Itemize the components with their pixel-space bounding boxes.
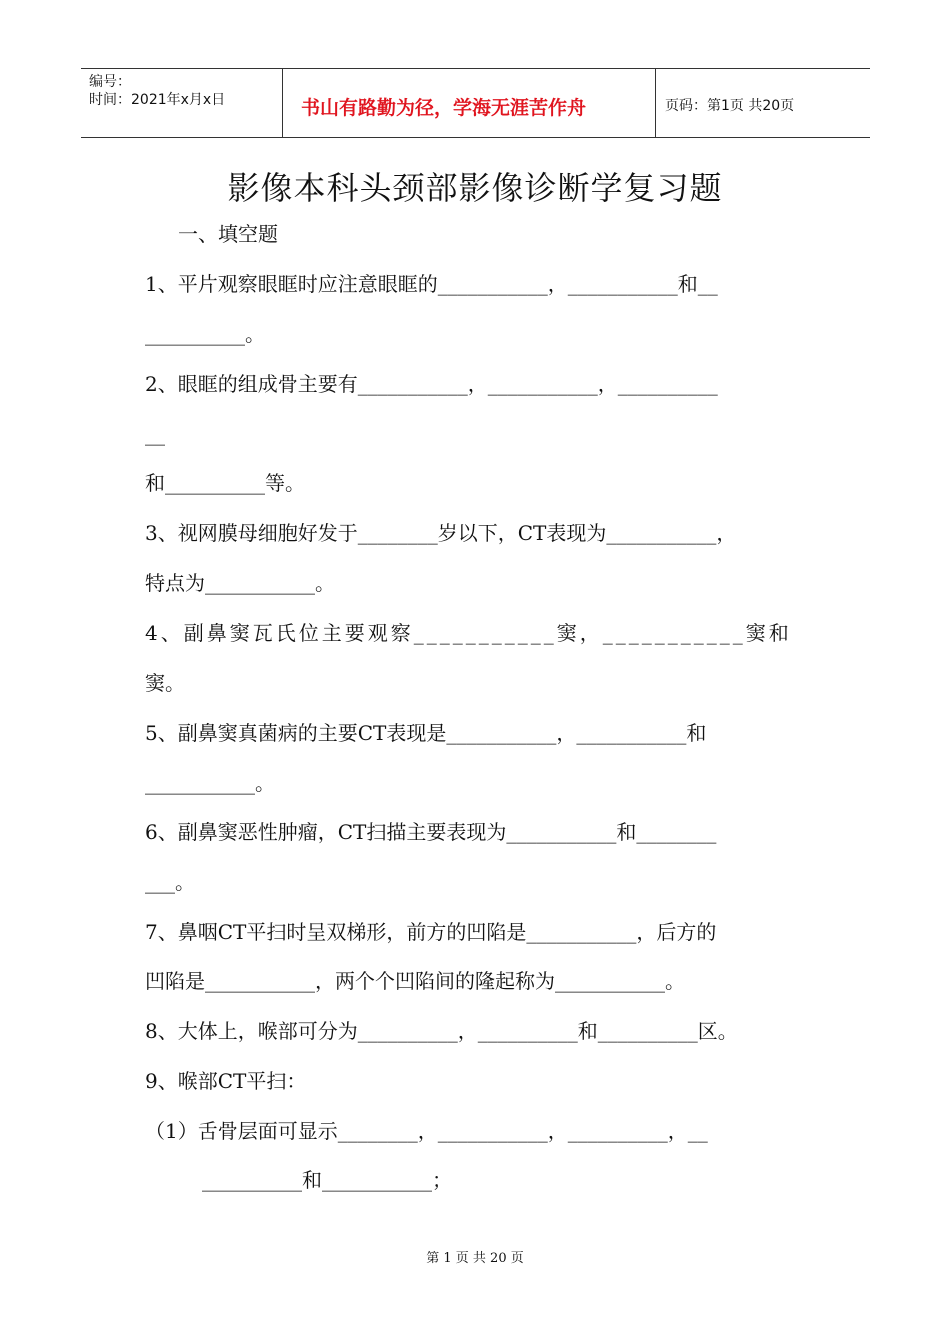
question-line: 3、视网膜母细胞好发于________岁以下，CT表现为___________， xyxy=(145,521,737,545)
question-line: __________和___________； xyxy=(202,1168,452,1192)
question-line: 2、眼眶的组成骨主要有___________，___________，__________ xyxy=(145,372,718,396)
number-label: 编号： xyxy=(89,74,131,90)
date-label: 时间：2021年x月x日 xyxy=(89,92,226,108)
header-page-cell xyxy=(655,69,870,137)
question-line: 7、鼻咽CT平扫时呈双梯形，前方的凹陷是___________，后方的 xyxy=(145,920,717,944)
question-line: 凹陷是___________，两个个凹陷间的隆起称为___________。 xyxy=(145,969,685,993)
question-line: 窦。 xyxy=(145,671,185,695)
question-line: 5、副鼻窦真菌病的主要CT表现是___________，___________和 xyxy=(145,721,707,745)
header-motto-cell xyxy=(282,69,656,137)
question-line: 和__________等。 xyxy=(145,471,305,495)
page-info: 页码：第1页 共20页 xyxy=(665,98,795,114)
question-line: __ xyxy=(145,422,165,446)
page-header xyxy=(81,68,870,138)
question-line: 1、平片观察眼眶时应注意眼眶的___________，___________和__ xyxy=(145,272,718,296)
motto-text: 书山有路勤为径，学海无涯苦作舟 xyxy=(301,97,587,119)
question-line: 8、大体上，喉部可分为__________，__________和__________区。 xyxy=(145,1019,738,1043)
question-line: 4、副鼻窦瓦氏位主要观察___________窦，___________窦和 xyxy=(145,621,792,645)
question-line: ___________。 xyxy=(145,771,275,795)
header-left-cell xyxy=(81,69,281,137)
question-line: 6、副鼻窦恶性肿瘤，CT扫描主要表现为___________和________ xyxy=(145,820,717,844)
page-footer: 第 1 页 共 20 页 xyxy=(426,1251,524,1266)
section-heading: 一、填空题 xyxy=(178,222,278,246)
question-line: __________。 xyxy=(145,322,265,346)
question-line: 特点为___________。 xyxy=(145,571,335,595)
question-line: 9、喉部CT平扫： xyxy=(145,1069,307,1093)
question-line: ___。 xyxy=(145,870,195,894)
document-title: 影像本科头颈部影像诊断学复习题 xyxy=(227,169,723,207)
question-line: （1）舌骨层面可显示________，___________，__________，__ xyxy=(145,1119,708,1143)
